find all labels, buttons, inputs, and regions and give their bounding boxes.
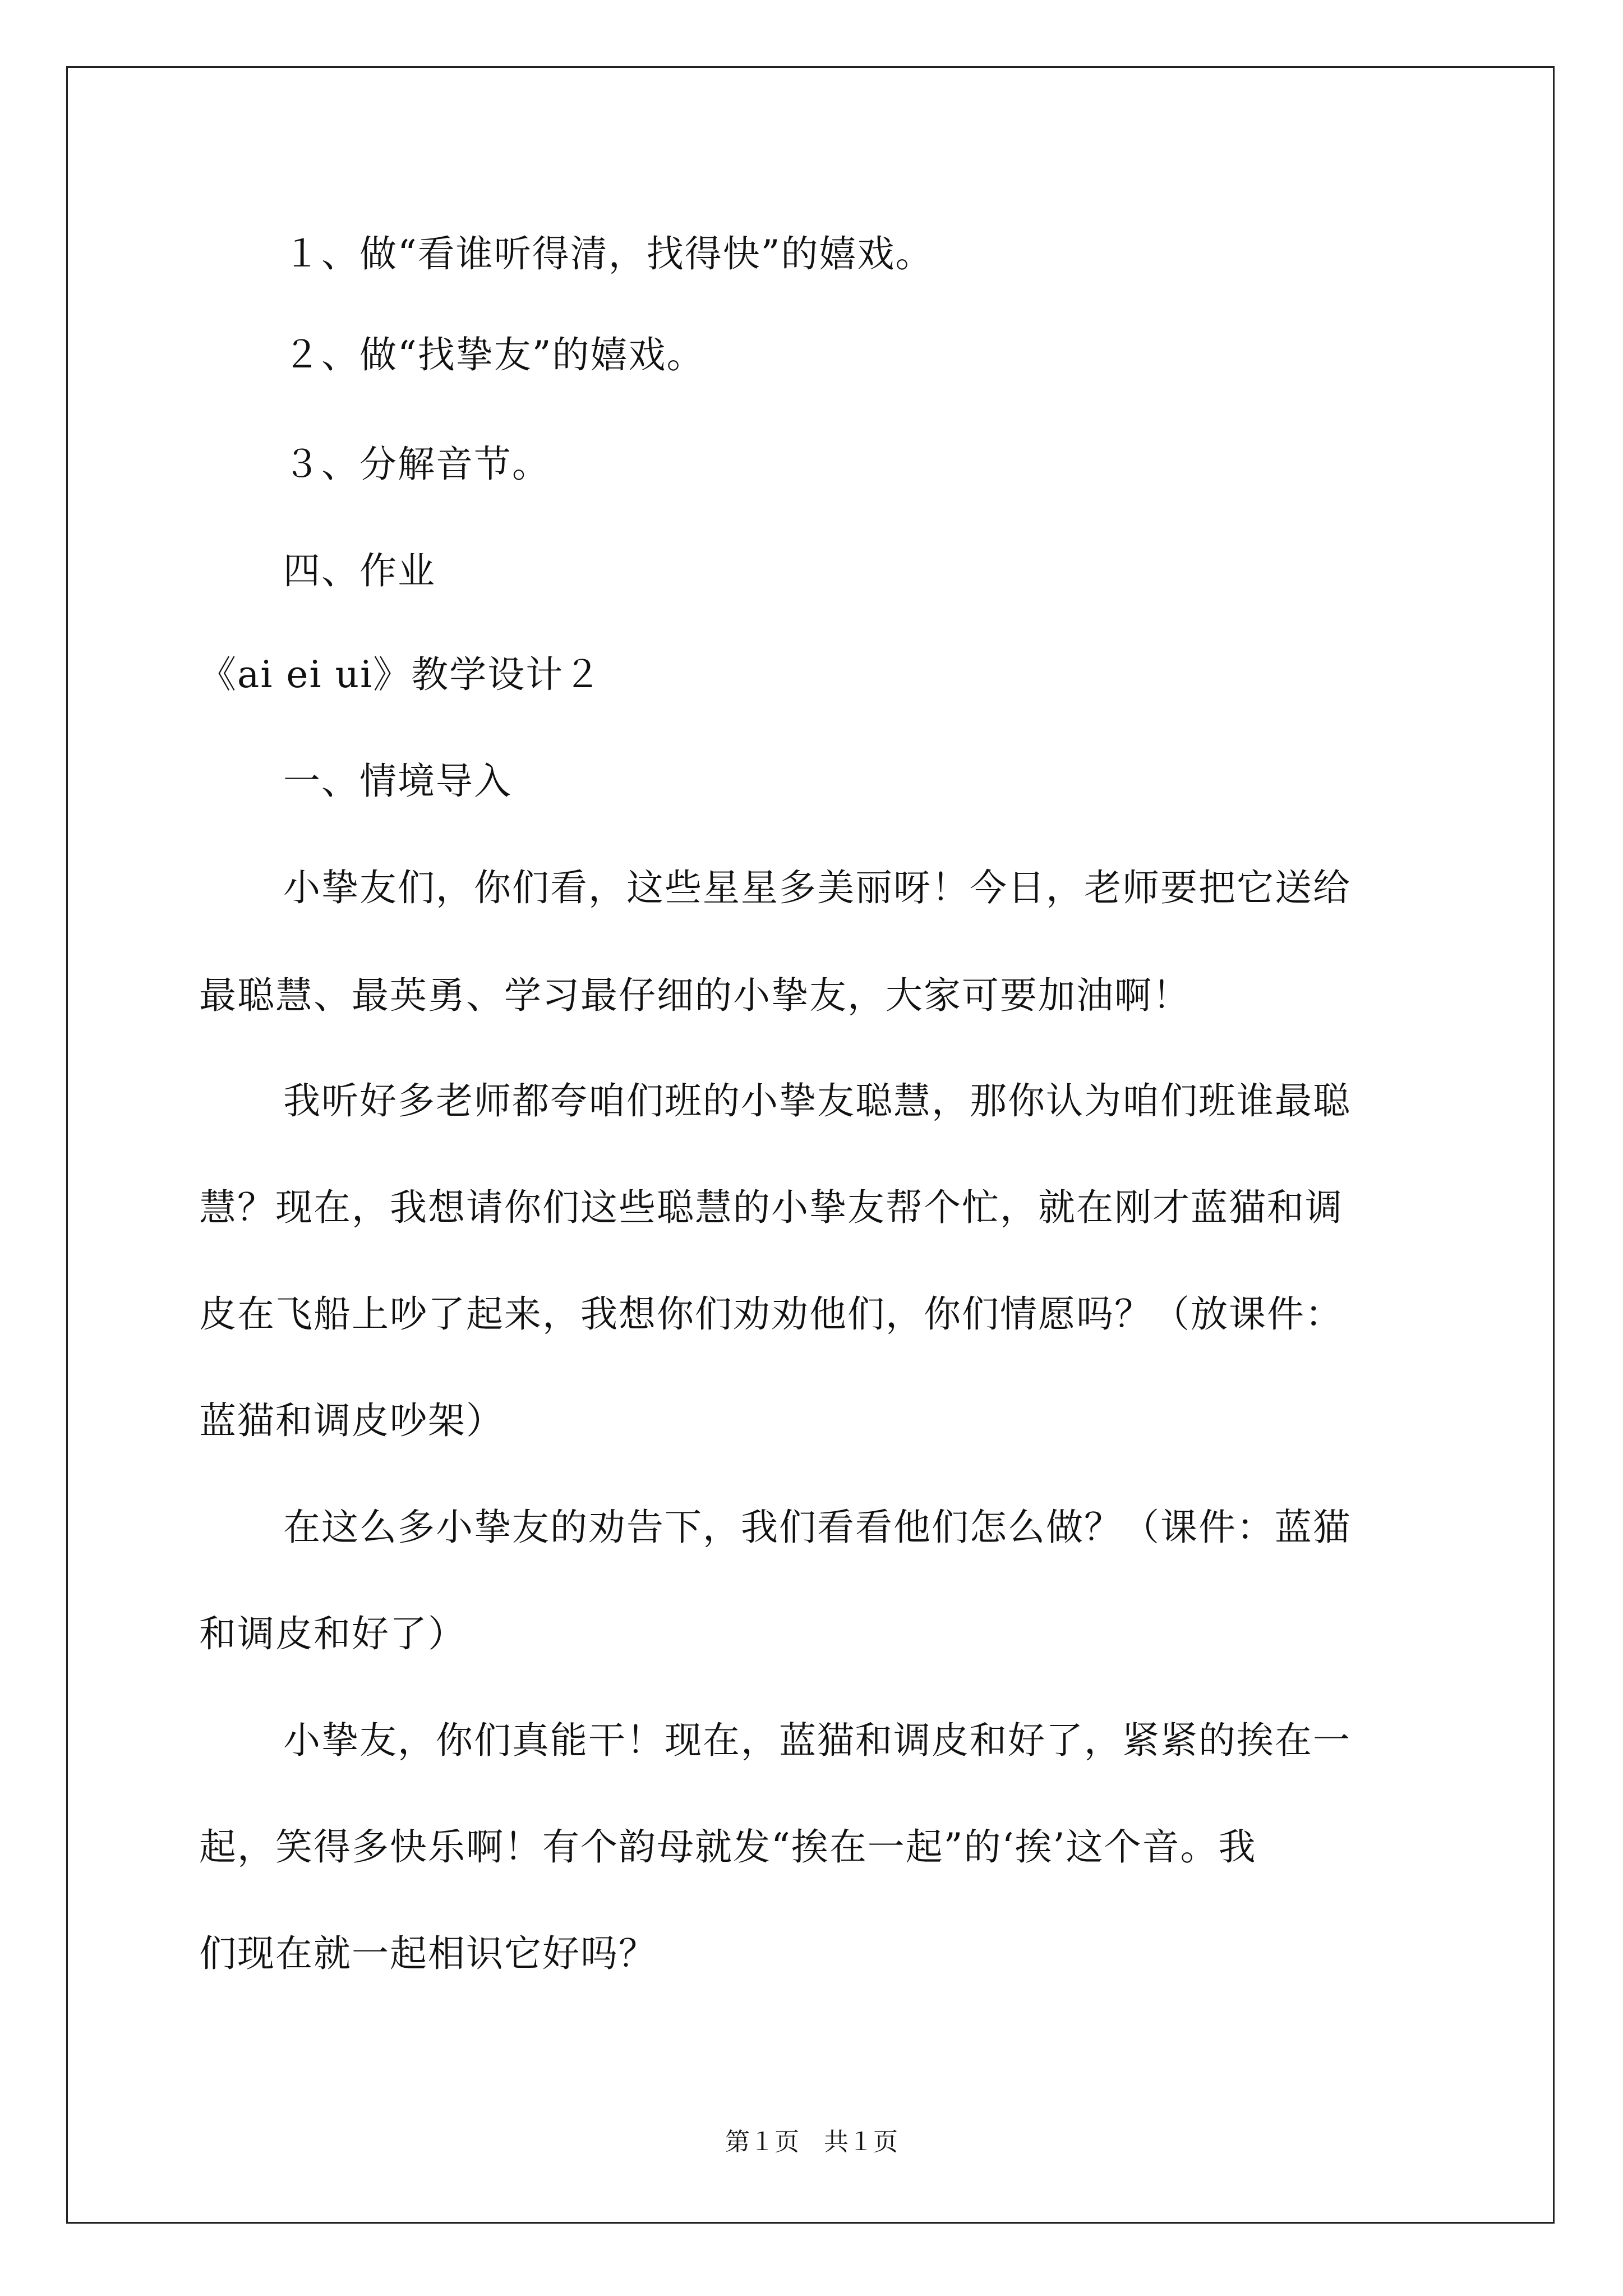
paragraph-line: 最聪慧、最英勇、学习最仔细的小挚友，大家可要加油啊！ — [199, 974, 1191, 1017]
list-item-1: １、做“看谁听得清，找得快”的嬉戏。 — [283, 232, 934, 275]
paragraph-line: 蓝猫和调皮吵架） — [199, 1399, 504, 1442]
list-item-2: ２、做“找挚友”的嬉戏。 — [283, 333, 705, 376]
list-item-3: ３、分解音节。 — [283, 443, 550, 486]
paragraph-line: 在这么多小挚友的劝告下，我们看看他们怎么做？（课件：蓝猫 — [283, 1506, 1351, 1549]
paragraph-line: 和调皮和好了） — [199, 1612, 466, 1655]
paragraph-line: 小挚友，你们真能干！现在，蓝猫和调皮和好了，紧紧的挨在一 — [283, 1719, 1351, 1762]
paragraph-line: 起，笑得多快乐啊！有个韵母就发“挨在一起”的‘挨’这个音。我 — [199, 1825, 1257, 1869]
section-heading-intro: 一、情境导入 — [283, 760, 512, 803]
page-number-footer: 第１页 共１页 — [725, 2128, 898, 2156]
paragraph-line: 我听好多老师都夸咱们班的小挚友聪慧，那你认为咱们班谁最聪 — [283, 1079, 1351, 1122]
page-border — [66, 66, 1555, 2224]
paragraph-line: 皮在飞船上吵了起来，我想你们劝劝他们，你们情愿吗？（放课件： — [199, 1292, 1343, 1336]
section-heading-homework: 四、作业 — [283, 549, 436, 592]
paragraph-line: 小挚友们，你们看，这些星星多美丽呀！今日，老师要把它送给 — [283, 866, 1351, 909]
paragraph-line: 们现在就一起相识它好吗？ — [199, 1932, 657, 1975]
paragraph-line: 慧？现在，我想请你们这些聪慧的小挚友帮个忙，就在刚才蓝猫和调 — [199, 1186, 1343, 1229]
document-title: 《ai ei ui》教学设计２ — [199, 653, 602, 696]
